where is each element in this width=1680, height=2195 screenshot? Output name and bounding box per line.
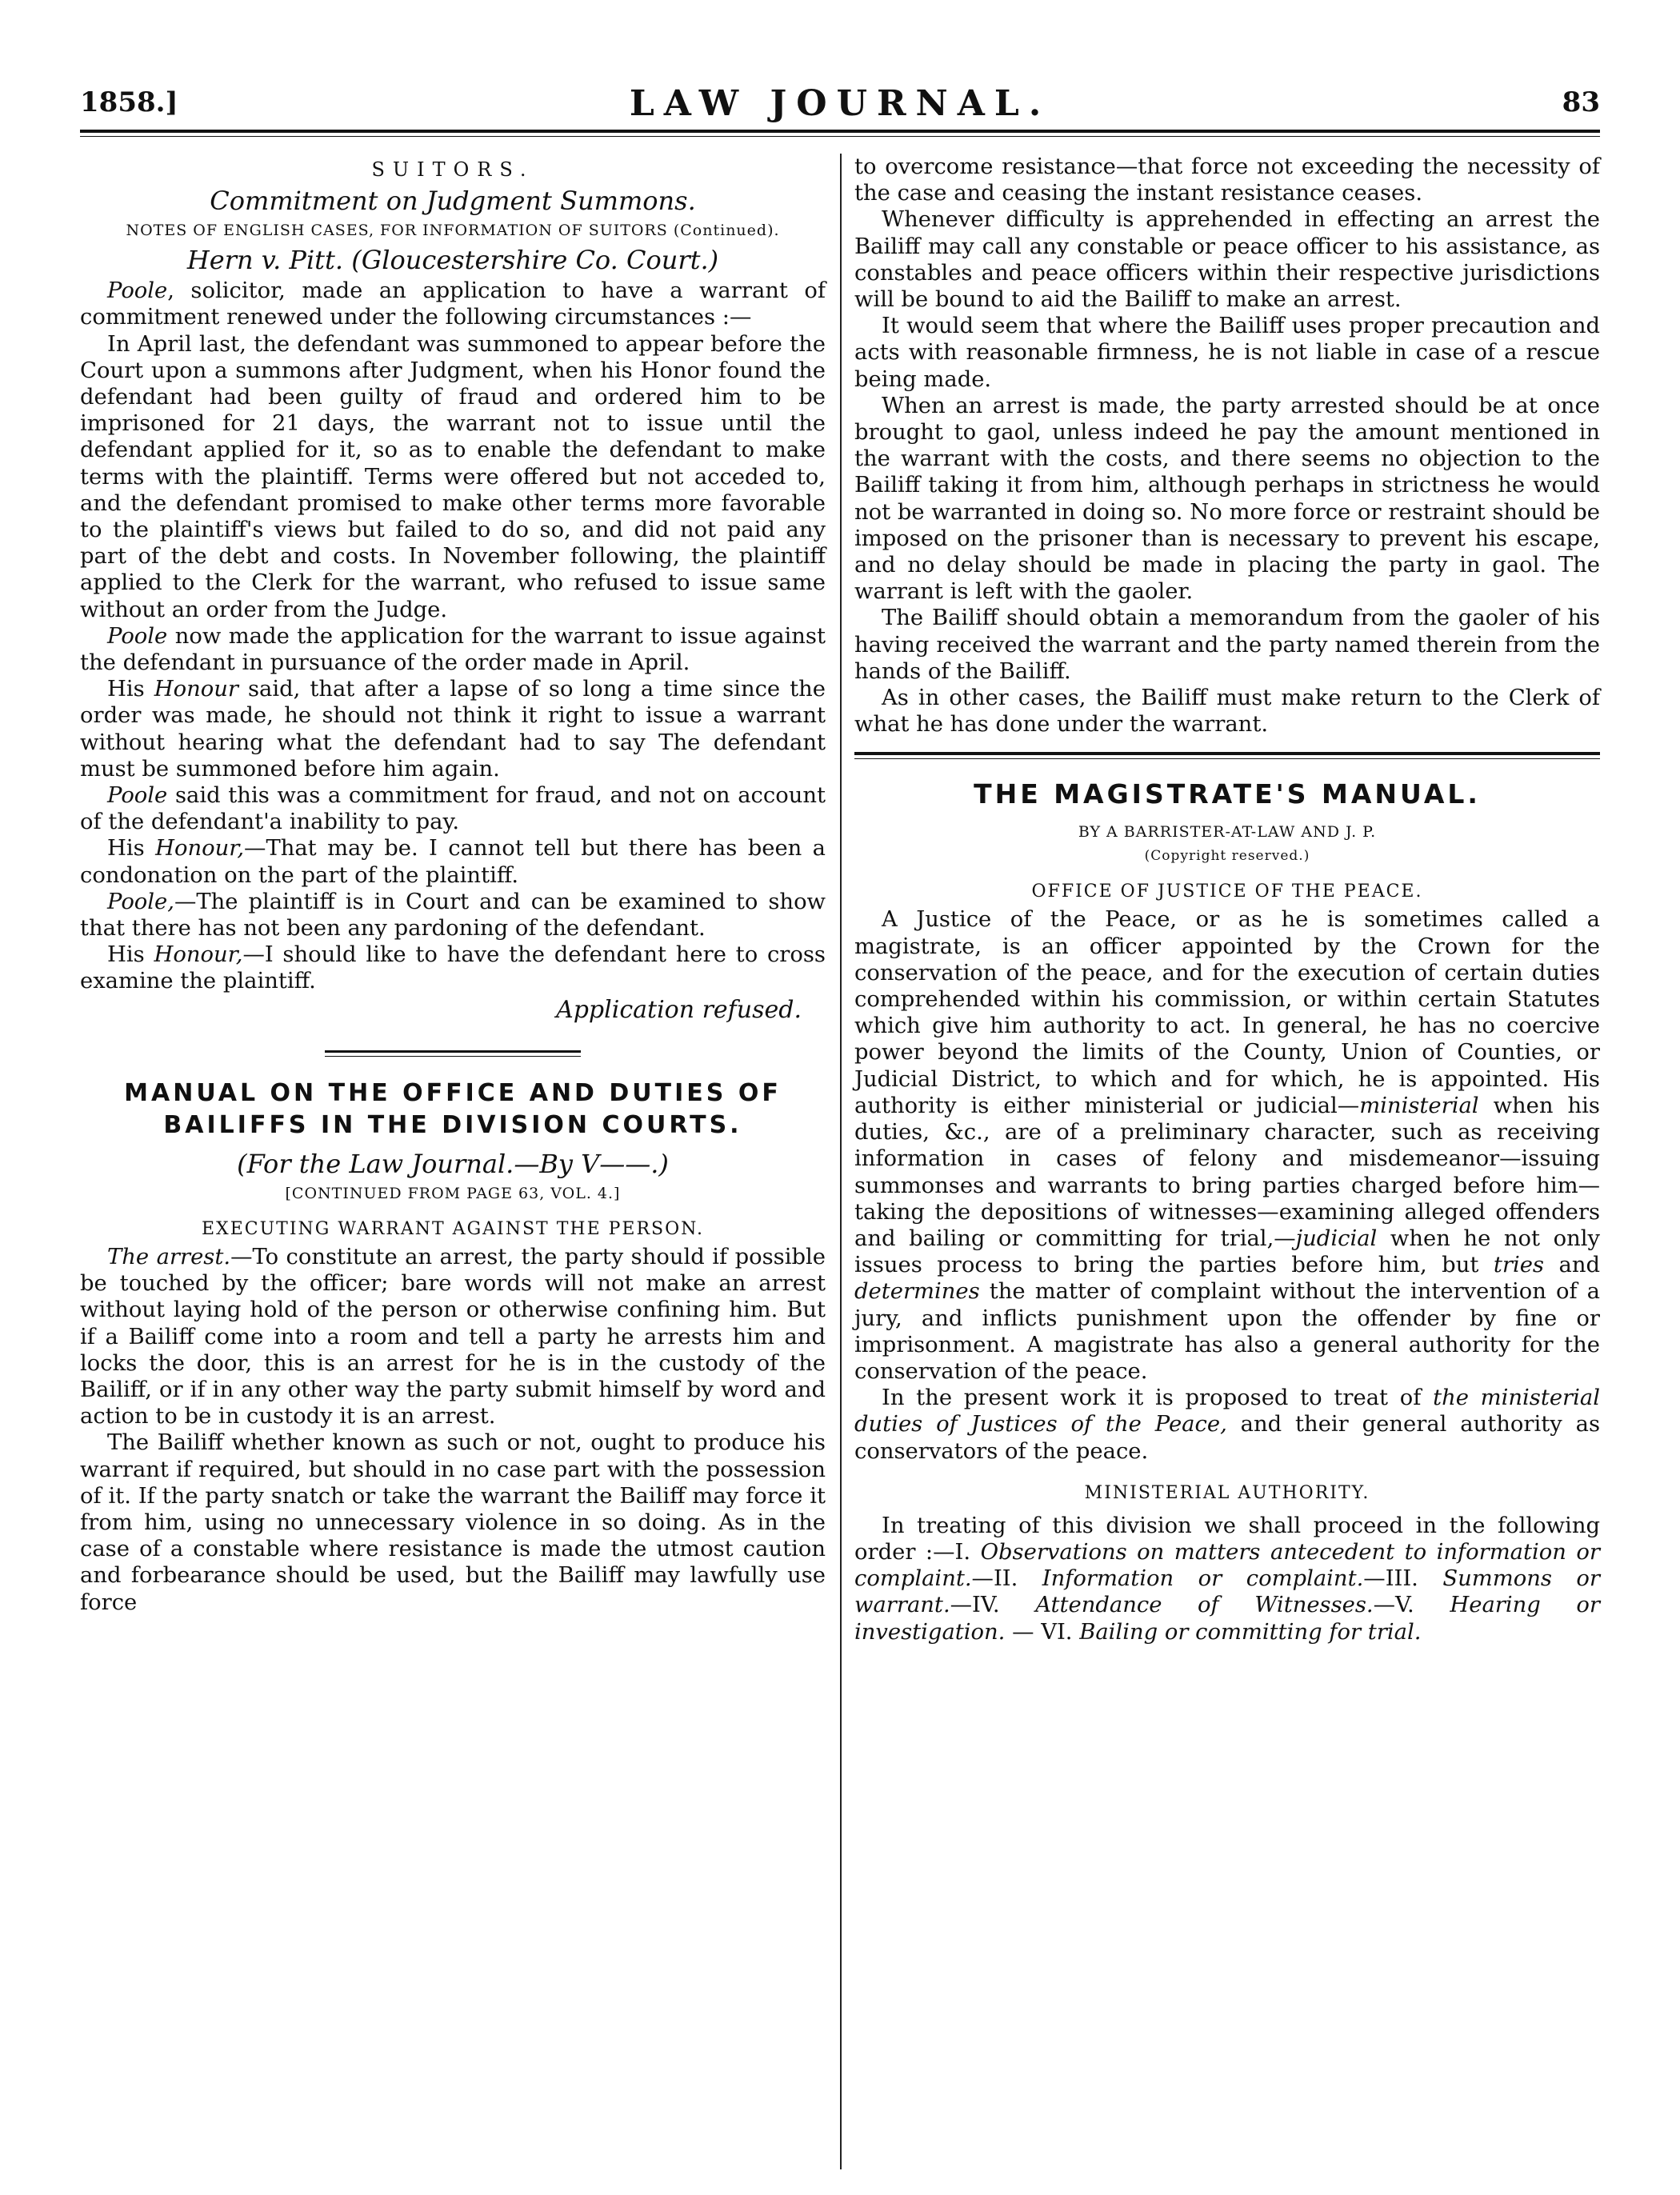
magistrate-copyright: (Copyright reserved.) <box>1144 848 1310 865</box>
bailiffs-title-line-2: BAILIFFS IN THE DIVISION COURTS. <box>163 1110 742 1139</box>
paragraph-text: said this was a commitment for fraud, and not on account of the defendant'a inability to pay. <box>80 783 826 835</box>
bailiffs-continued: [CONTINUED FROM PAGE 63, VOL. 4.] <box>285 1184 621 1202</box>
section-rule-thin <box>325 1056 581 1057</box>
paragraph-text: —V. <box>1373 1593 1450 1618</box>
header-page-number: 83 <box>1562 86 1600 118</box>
paragraph-text: when he not only issues process to bring the parties before him, but <box>854 1225 1600 1278</box>
section-rule-thick <box>854 752 1600 755</box>
section-rule-thick <box>325 1050 581 1053</box>
suitors-paragraph-7 <box>80 889 826 942</box>
magistrate-byline: BY A BARRISTER-AT-LAW AND J. P. <box>1078 823 1377 842</box>
suitors-subtitle: Commitment on Judgment Summons. <box>210 186 696 217</box>
italic-term: Hearing or investigation. <box>854 1593 1600 1645</box>
suitors-heading: SUITORS. <box>371 158 534 181</box>
paragraph-text: —IV. <box>950 1593 1036 1618</box>
speaker-name: Poole <box>107 623 168 649</box>
paragraph-lead: His <box>107 942 154 968</box>
italic-term: Observations on matters antecedent to information or complaint. <box>854 1539 1600 1592</box>
suitors-notes-line: NOTES OF ENGLISH CASES, FOR INFORMATION OF SUITORS (Continued). <box>126 222 780 240</box>
page-header <box>80 80 1600 136</box>
paragraph-text: —III. <box>1363 1566 1443 1592</box>
paragraph-text: — VI. <box>1005 1619 1080 1645</box>
italic-term: tries <box>1493 1253 1544 1278</box>
magistrate-paragraph-3 <box>854 1513 1600 1645</box>
paragraph-text: the matter of complaint without the intervention of a jury, and inflicts punishment upon the offender by fine or imprisonment. A magistrate has also a general authority for the conservation of the peace. <box>854 1279 1600 1384</box>
paragraph-text: —The plaintiff is in Court and can be examined to show that there has not been any pardoning of the defendant. <box>80 889 826 942</box>
header-rule-thick <box>80 130 1600 133</box>
bailiffs-title-line-1: MANUAL ON THE OFFICE AND DUTIES OF <box>124 1078 782 1107</box>
italic-term: Attendance of Witnesses. <box>1035 1593 1374 1618</box>
paragraph-lead: His <box>107 836 156 862</box>
bailiffs-paragraph-4: Whenever difficulty is apprehended in effecting an arrest the Bailiff may call any constable or peace officer to his assistance, as constables and peace officers within their respective jurisdictions will be bound to aid the Bailiff to make an arrest. <box>854 207 1600 313</box>
bailiffs-paragraph-1 <box>80 1244 826 1429</box>
paragraph-text: In the present work it is proposed to treat of <box>882 1385 1434 1411</box>
bailiffs-paragraph-3: to overcome resistance—that force not exceeding the necessity of the case and ceasing the instant resistance ceases. <box>854 154 1600 206</box>
suitors-paragraph-3 <box>80 623 826 676</box>
magistrate-title: THE MAGISTRATE'S MANUAL. <box>974 778 1481 810</box>
speaker-name: Honour, <box>154 942 243 968</box>
paragraph-text: said, that after a lapse of so long a time since the order was made, he should not think it right to issue a warrant without hearing what the defendant had to say The defendant must be summoned before him again. <box>80 677 826 782</box>
suitors-result: Application refused. <box>556 995 802 1024</box>
magistrate-section-heading: OFFICE OF JUSTICE OF THE PEACE. <box>1031 882 1423 902</box>
journal-page <box>80 80 1600 2160</box>
paragraph-text: when his duties, &c., are of a preliminary character, such as receiving information in cases of felony and misdemeanor—issuing summonses and warrants to bring parties charged before him—taking the depositions of witnesses—examining alleged offenders and bailing or committing for trial,— <box>854 1093 1600 1251</box>
suitors-paragraph-5 <box>80 782 826 835</box>
speaker-name: Honour <box>154 677 238 702</box>
suitors-paragraph-2: In April last, the defendant was summoned to appear before the Court upon a summons after Judgment, when his Honor found the defendant had been guilty of fraud and ordered him to be imprisoned for 21 days, the warrant not to issue until the defendant applied for it, so as to enable the defendant to make terms with the plaintiff. Terms were offered but not acceded to, and the defendant promised to make other terms more favorable to the plaintiff's views but failed to do so, and did not paid any part of the debt and costs. In November following, the plaintiff applied to the Clerk for the warrant, who refused to issue same without an order from the Judge. <box>80 331 826 622</box>
ministerial-authority-heading: MINISTERIAL AUTHORITY. <box>1084 1482 1370 1503</box>
italic-term: ministerial <box>1359 1093 1479 1118</box>
bailiffs-paragraph-6: When an arrest is made, the party arrested should be at once brought to gaol, unless indeed he pay the amount mentioned in the warrant with the costs, and there seems no objection to the Bailiff taking it from him, although perhaps in strictness he would not be warranted in doing so. No more force or restraint should be imposed on the prisoner than is necessary to prevent his escape, and no delay should be made in placing the party in gaol. The warrant is left with the gaoler. <box>854 393 1600 605</box>
italic-term: judicial <box>1295 1225 1378 1251</box>
suitors-paragraph-4 <box>80 676 826 782</box>
header-journal-title: LAW JOURNAL. <box>629 83 1051 124</box>
magistrate-paragraph-1 <box>854 906 1600 1385</box>
case-court: (Gloucestershire Co. Court.) <box>351 245 719 276</box>
paragraph-text: A Justice of the Peace, or as he is sometimes called a magistrate, is an officer appointed by the Crown for the conservation of the peace, and for the execution of certain duties comprehended within his commission, or within certain Statutes which give him authority to act. In general, he has no coercive power beyond the limits of the County, Union of Counties, or Judicial District, to which and for which, he is appointed. His authority is either ministerial or judicial— <box>854 907 1600 1118</box>
paragraph-text: —I should like to have the defendant here to cross examine the plaintiff. <box>80 942 826 994</box>
column-divider <box>840 154 842 2169</box>
section-rule-thin <box>854 758 1600 759</box>
bailiffs-paragraph-8: As in other cases, the Bailiff must make return to the Clerk of what he has done under the warrant. <box>854 686 1600 738</box>
paragraph-text: , solicitor, made an application to have a warrant of commitment renewed under the following circumstances :— <box>80 278 826 330</box>
italic-term: Bailing or committing for trial. <box>1079 1619 1422 1645</box>
bailiffs-paragraph-2: The Bailiff whether known as such or not, ought to produce his warrant if required, but should in no case part with the possession of it. If the party snatch or take the warrant the Bailiff may force it from him, using no unnecessary violence in so doing. As in the case of a constable where resistance is made the utmost caution and forbearance should be used, but the Bailiff may lawfully use force <box>80 1430 826 1615</box>
case-title <box>80 242 826 278</box>
paragraph-text: —II. <box>971 1566 1042 1592</box>
bailiffs-paragraph-5: It would seem that where the Bailiff uses proper precaution and acts with reasonable firmness, he is not liable in case of a rescue being made. <box>854 314 1600 392</box>
speaker-name: Honour, <box>155 836 245 862</box>
paragraph-text: In treating of this division we shall proceed in the following order :—I. <box>854 1513 1600 1565</box>
paragraph-lead: His <box>107 677 154 702</box>
paragraph-text: now made the application for the warrant to issue against the defendant in pursuance of the order made in April. <box>80 623 826 676</box>
bailiffs-paragraph-7: The Bailiff should obtain a memorandum from the gaoler of his having received the warrant and the party named therein from the hands of the Bailiff. <box>854 606 1600 684</box>
suitors-paragraph-6 <box>80 835 826 888</box>
paragraph-lead: The arrest. <box>107 1244 231 1269</box>
paragraph-text: and their general authority as conservators of the peace. <box>854 1412 1601 1464</box>
suitors-paragraph-8 <box>80 942 826 994</box>
magistrate-paragraph-2 <box>854 1385 1600 1465</box>
bailiffs-section-heading: EXECUTING WARRANT AGAINST THE PERSON. <box>202 1218 704 1239</box>
speaker-name: Poole <box>107 278 168 304</box>
speaker-name: Poole <box>107 783 168 809</box>
case-name: Hern v. Pitt. <box>186 245 344 276</box>
bailiffs-byline: (For the Law Journal.—By V——.) <box>237 1148 669 1179</box>
header-year: 1858.] <box>80 86 178 118</box>
suitors-paragraph-1 <box>80 278 826 330</box>
paragraph-text: —That may be. I cannot tell but there has been a condonation on the part of the plaintiff. <box>80 836 826 888</box>
italic-term: Information or complaint. <box>1042 1566 1364 1592</box>
italic-term: the ministerial duties of Justices of the Peace, <box>854 1385 1600 1437</box>
right-column <box>854 154 1600 1645</box>
left-column <box>80 154 826 1616</box>
italic-term: determines <box>854 1279 980 1305</box>
speaker-name: Poole, <box>107 889 174 914</box>
header-rule-thin <box>80 136 1600 137</box>
italic-term: Summons or warrant. <box>854 1566 1600 1618</box>
paragraph-text: and <box>1544 1253 1600 1278</box>
paragraph-text: —To constitute an arrest, the party should if possible be touched by the officer; bare words will not make an arrest without laying hold of the person or otherwise confining him. But if a Bailiff come into a room and tell a party he arrests him and locks the door, this is an arrest for he is in the custody of the Bailiff, or if in any other way the party submit himself by word and action to be in custody it is an arrest. <box>80 1244 826 1429</box>
